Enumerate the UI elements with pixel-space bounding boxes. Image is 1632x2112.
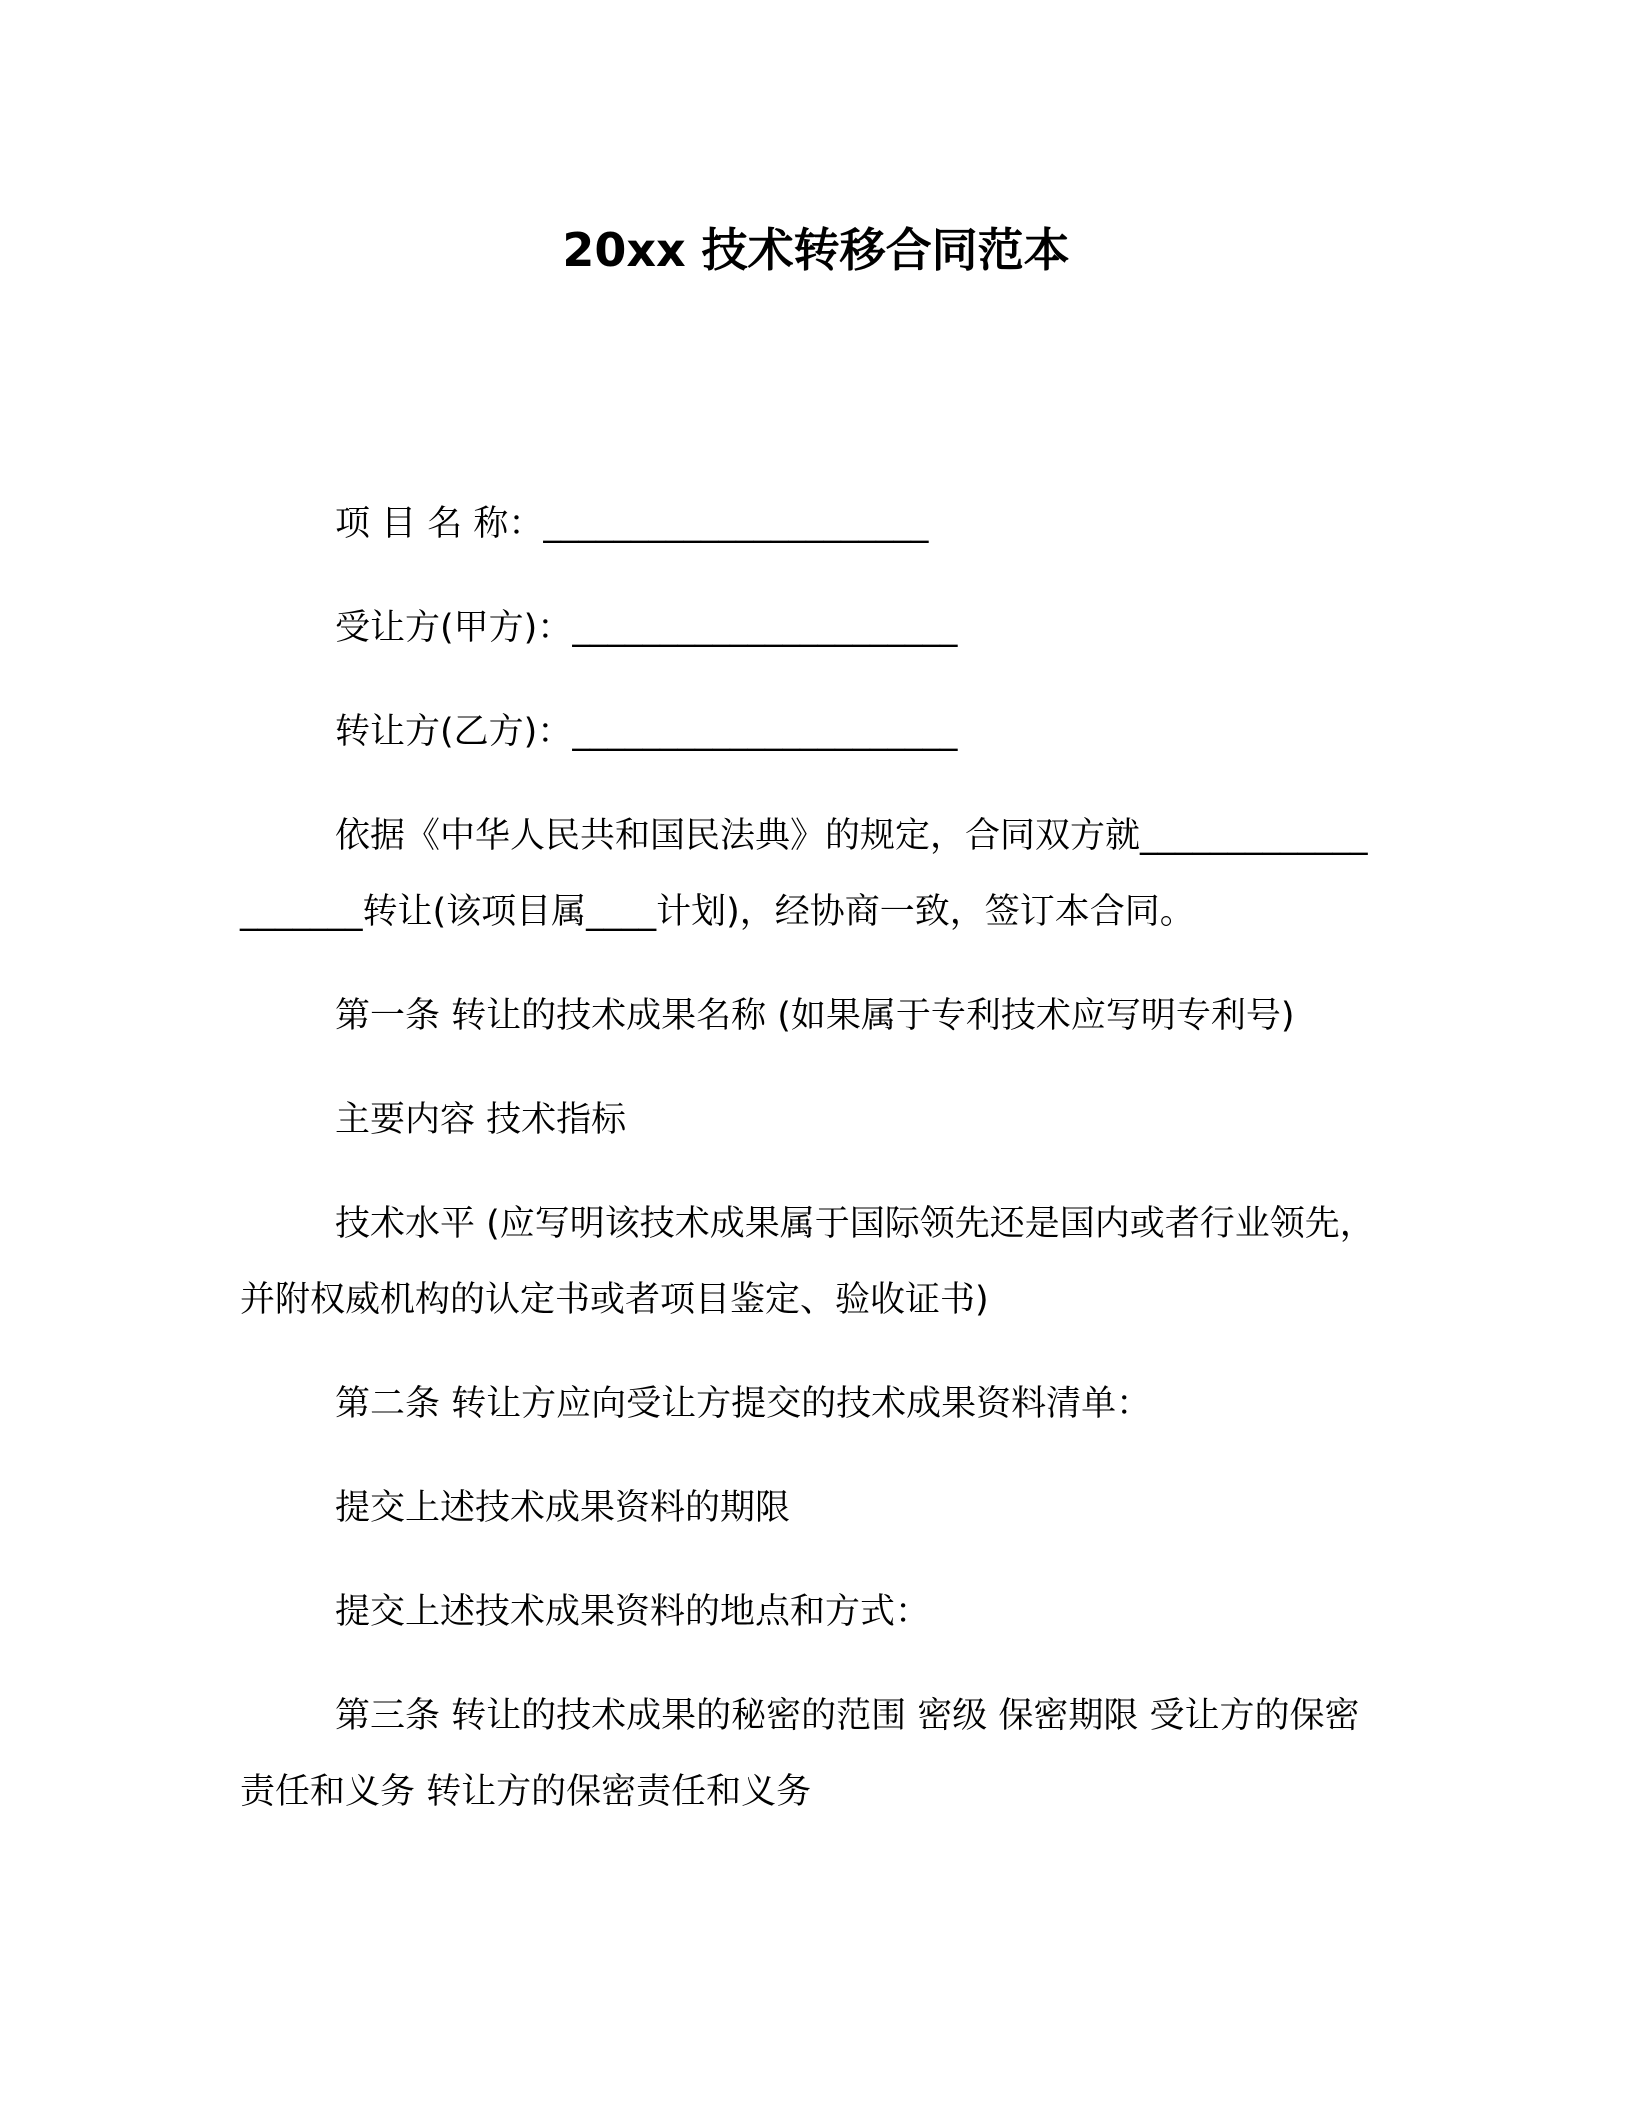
project-name-blank: ______________________: [543, 504, 929, 544]
intro-paragraph: 依据《中华人民共和国民法典》的规定，合同双方就____________________转让(该项目属____计划)，经协商一致，签订本合同。: [240, 816, 1368, 932]
document-title: 20xx 技术转移合同范本: [562, 223, 1070, 277]
article-2-heading: 第二条 转让方应向受让方提交的技术成果资料清单：: [335, 1384, 1152, 1424]
article-2-deadline: 提交上述技术成果资料的期限: [335, 1488, 791, 1528]
party-b-label: 转让方(乙方)：: [335, 712, 573, 752]
article-3-heading: 第三条 转让的技术成果的秘密的范围 密级 保密期限 受让方的保密责任和义务 转让方的保密责任和义务: [240, 1696, 1360, 1812]
project-name-field: [240, 486, 1380, 562]
article-1-level: 技术水平 (应写明该技术成果属于国际领先还是国内或者行业领先，并附权威机构的认定书或者项目鉴定、验收证书): [240, 1204, 1375, 1320]
article-2-place: 提交上述技术成果资料的地点和方式：: [335, 1592, 931, 1632]
party-b-blank: ______________________: [572, 712, 958, 752]
project-name-label: 项 目 名 称：: [335, 504, 544, 544]
party-a-label: 受让方(甲方)：: [335, 608, 573, 648]
article-1-content: 主要内容 技术指标: [335, 1100, 627, 1140]
document-body: [240, 486, 1380, 1858]
party-b-field: [240, 694, 1380, 770]
article-1-heading: 第一条 转让的技术成果名称 (如果属于专利技术应写明专利号): [335, 996, 1295, 1036]
party-a-blank: ______________________: [572, 608, 958, 648]
party-a-field: [240, 590, 1380, 666]
